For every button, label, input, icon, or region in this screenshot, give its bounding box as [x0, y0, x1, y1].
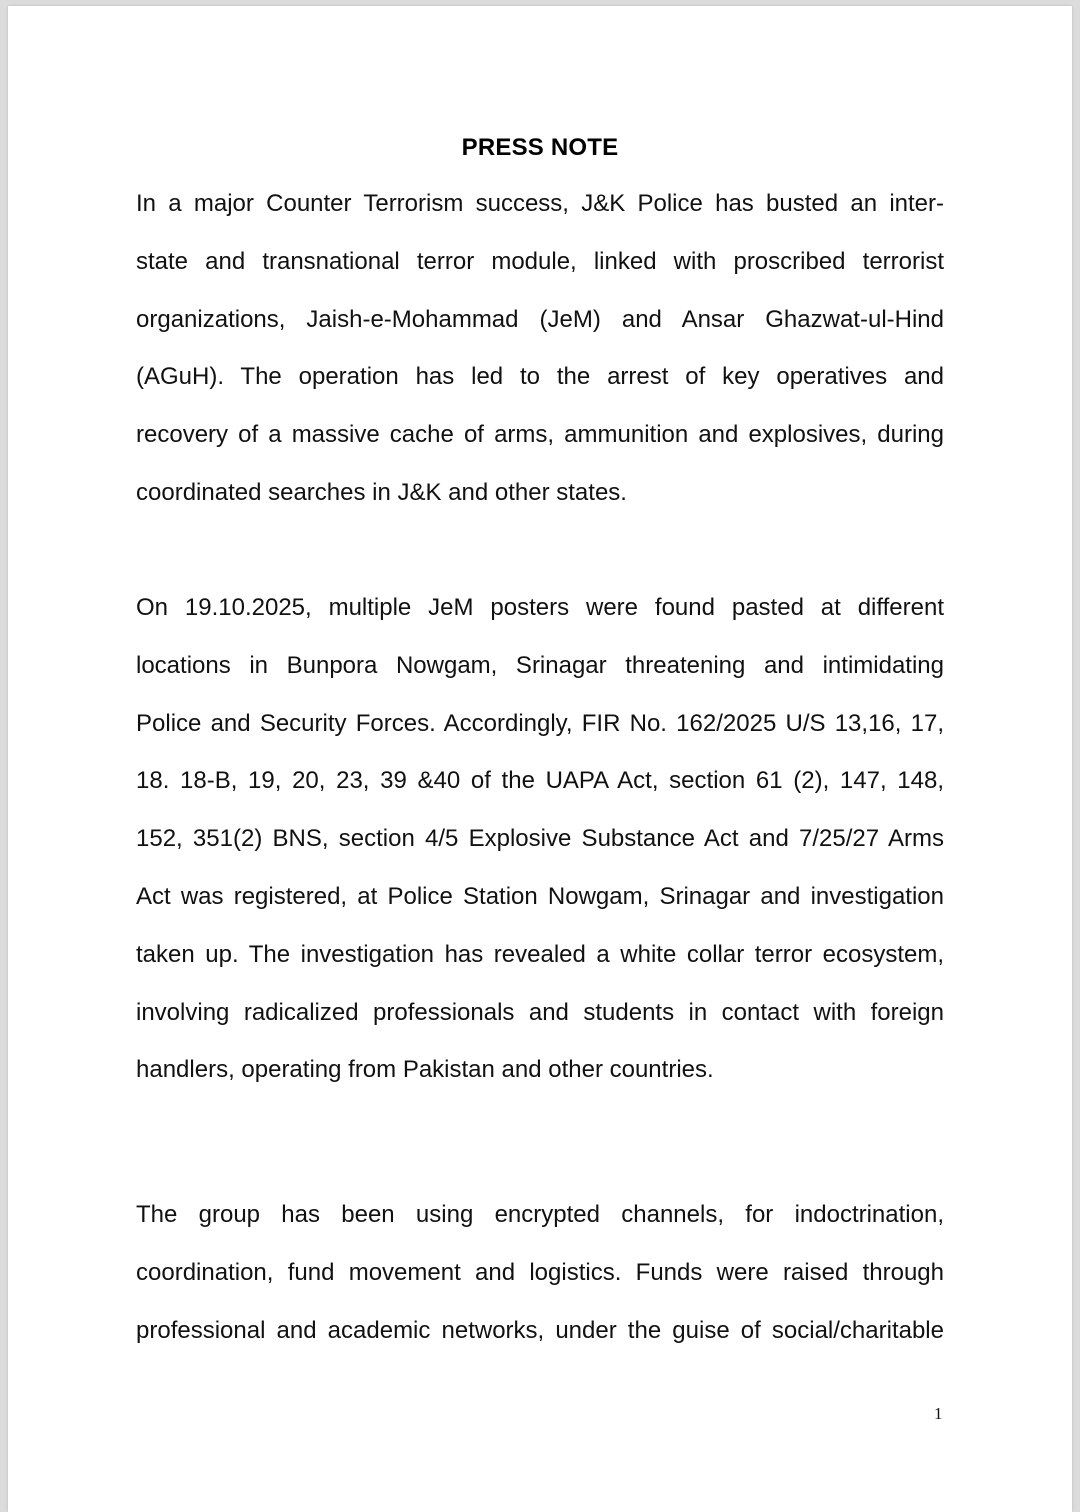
text-line: taken up. The investigation has revealed a white collar terror ecosystem, [136, 940, 944, 968]
document-page [8, 6, 1072, 1512]
text-line: professional and academic networks, under the guise of social/charitable [136, 1316, 944, 1344]
page-number: 1 [934, 1404, 943, 1423]
text-line: state and transnational terror module, linked with proscribed terrorist [136, 247, 944, 275]
paragraph-2 [136, 594, 944, 1114]
text-line: On 19.10.2025, multiple JeM posters were found pasted at different [136, 594, 944, 621]
text-line: organizations, Jaish-e-Mohammad (JeM) and Ansar Ghazwat-ul-Hind [136, 305, 944, 333]
text-line: coordination, fund movement and logistics. Funds were raised through [136, 1258, 944, 1286]
text-line: 18. 18-B, 19, 20, 23, 39 &40 of the UAPA Act, section 61 (2), 147, 148, [136, 767, 944, 795]
text-line: The group has been using encrypted channels, for indoctrination, [136, 1201, 944, 1228]
text-line: Police and Security Forces. Accordingly, FIR No. 162/2025 U/S 13,16, 17, [136, 709, 944, 737]
paragraph-3 [136, 1201, 944, 1374]
text-line: involving radicalized professionals and students in contact with foreign [136, 998, 944, 1026]
text-line: 152, 351(2) BNS, section 4/5 Explosive Substance Act and 7/25/27 Arms [136, 825, 944, 853]
text-line: (AGuH). The operation has led to the arrest of key operatives and [136, 363, 944, 391]
text-line: coordinated searches in J&K and other states. [136, 478, 627, 506]
text-line: In a major Counter Terrorism success, J&K Police has busted an inter- [136, 190, 944, 217]
paragraph-1 [136, 190, 944, 537]
text-line: handlers, operating from Pakistan and other countries. [136, 1056, 714, 1084]
text-line: recovery of a massive cache of arms, ammunition and explosives, during [136, 421, 944, 449]
text-line: locations in Bunpora Nowgam, Srinagar threatening and intimidating [136, 651, 944, 679]
text-line: Act was registered, at Police Station Nowgam, Srinagar and investigation [136, 882, 944, 910]
page-title: PRESS NOTE [461, 134, 619, 161]
